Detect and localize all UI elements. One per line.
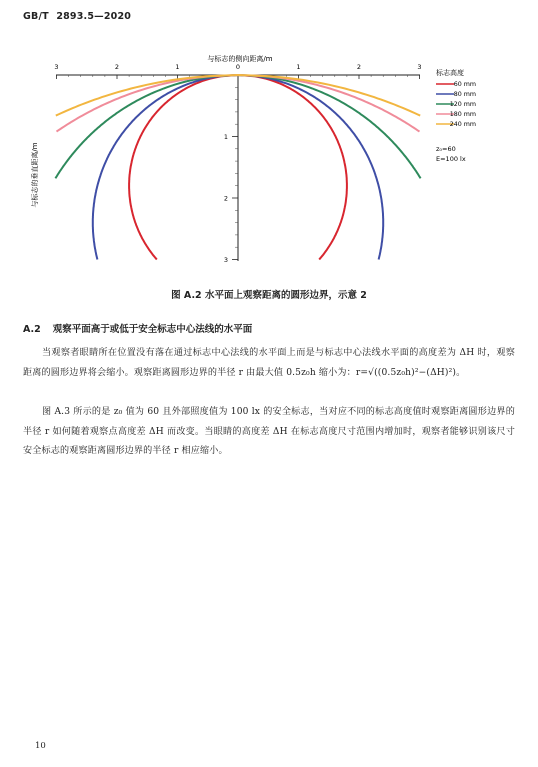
standard-number: 2893.5—2020 bbox=[56, 11, 132, 22]
y-tick-label: 1 bbox=[223, 133, 228, 141]
x-ticks bbox=[54, 63, 421, 79]
y-ticks bbox=[224, 87, 238, 264]
section-number: A.2 bbox=[23, 324, 41, 335]
y-tick-label: 2 bbox=[223, 194, 228, 203]
legend-label: 180 mm bbox=[449, 111, 476, 119]
x-tick-label: 1 bbox=[175, 63, 180, 71]
section-title: 观察平面高于或低于安全标志中心法线的水平面 bbox=[52, 324, 253, 335]
legend-note-illuminance: E=100 lx bbox=[436, 155, 466, 163]
legend-label: 80 mm bbox=[453, 91, 476, 99]
x-tick-label: 0 bbox=[235, 63, 241, 71]
y-tick-label: 3 bbox=[223, 256, 228, 264]
figure-a2-chart bbox=[0, 0, 538, 290]
legend-label: 60 mm bbox=[453, 81, 476, 89]
y-axis-title: 与标志的垂直距离/m bbox=[31, 142, 39, 208]
standard-code: GB/T bbox=[23, 11, 49, 22]
legend-note-z0: z₀=60 bbox=[436, 145, 456, 153]
x-tick-label: 1 bbox=[296, 63, 301, 71]
section-heading bbox=[23, 321, 252, 335]
x-tick-label: 2 bbox=[114, 63, 120, 71]
legend-label: 120 mm bbox=[449, 101, 476, 109]
x-tick-label: 2 bbox=[356, 63, 362, 71]
legend-label: 240 mm bbox=[449, 121, 476, 129]
legend-items bbox=[436, 81, 476, 128]
x-tick-label: 3 bbox=[417, 63, 422, 71]
x-axis-title: 与标志的侧向距离/m bbox=[207, 55, 273, 63]
page-number: 10 bbox=[35, 741, 46, 751]
legend bbox=[436, 68, 476, 163]
paragraph-2: 图 A.3 所示的是 z₀ 值为 60 且外部照度值为 100 lx 的安全标志，当对应不同的标志高度值时观察距离圆形边界的半径 r 如何随着观察点高度差 ΔH 而改变。当眼睛的高度差 ΔH 在标志高度尺寸范围内增加时，观察者能够识别该尺寸安全标志的观察距离圆形边界的半径 r 相应缩小。 bbox=[23, 407, 515, 456]
legend-title: 标志高度 bbox=[436, 69, 464, 77]
x-tick-label: 3 bbox=[54, 63, 59, 71]
paragraph-1: 当观察者眼睛所在位置没有落在通过标志中心法线的水平面上而是与标志中心法线水平面的高度差为 ΔH 时，观察距离的圆形边界将会缩小。观察距离圆形边界的半径 r 由最大值 0.5z₀h 缩小为：r=√((0.5z₀h)²−(ΔH)²)。 bbox=[23, 348, 515, 378]
figure-caption: 图 A.2 水平面上观察距离的圆形边界，示意 2 bbox=[171, 290, 367, 301]
